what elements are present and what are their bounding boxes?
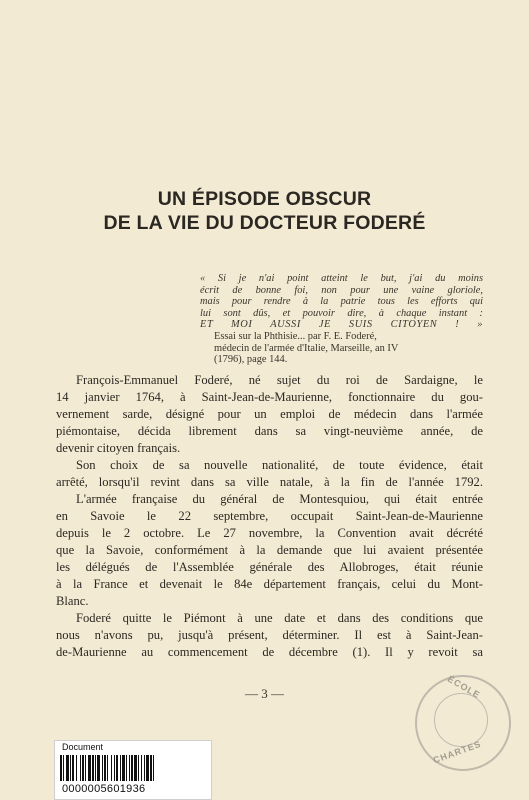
text-line: depuis le 2 octobre. Le 27 novembre, la Convention avait décrété [56, 526, 483, 540]
text-line: 14 janvier 1764, à Saint-Jean-de-Maurienne, fonctionnaire du gou- [56, 390, 483, 404]
epigraph-source-line: médecin de l'armée d'Italie, Marseille, an IV [214, 342, 399, 354]
text-line: piémontaise, décida librement dans sa vingt-neuvième année, de [56, 424, 483, 438]
epigraph-line: lui sont dûs, et pouvoir dire, à chaque instant : [200, 307, 483, 319]
title-line-1: UN ÉPISODE OBSCUR [157, 188, 372, 210]
paragraph [56, 457, 483, 610]
text-line: que la Savoie, conformément à la demande que lui avaient présentée [56, 543, 483, 557]
paragraph [56, 610, 483, 661]
text-line: de-Maurienne au commencement de décembre (1). Il y revoit sa [56, 645, 483, 659]
epigraph-source-line: (1796), page 144. [214, 354, 288, 366]
text-line: à la France et devenait le 84e département français, celui du Mont- [56, 577, 483, 591]
text-line: les délégués de l'Assemblée générale des Allobroges, était réunie [56, 560, 483, 574]
stamp-text-bottom: CHARTES [431, 738, 483, 766]
barcode-caption: Document [62, 742, 104, 752]
stamp-text-top: ÉCOLE [445, 673, 483, 701]
barcode-icon [60, 755, 202, 781]
page-number: — 3 — [245, 686, 284, 701]
library-stamp-inner-ring [434, 693, 488, 747]
epigraph-source-line: Essai sur la Phthisie... par F. E. Foderé, [214, 330, 377, 342]
epigraph-line: écrit de bonne foi, non pour une vaine gloriole, [200, 284, 483, 296]
text-line: Blanc. [56, 594, 89, 608]
text-line: devenir citoyen français. [56, 441, 181, 455]
text-line: Son choix de sa nouvelle nationalité, de toute évidence, était [76, 458, 483, 472]
text-line: Foderé quitte le Piémont à une date et dans des conditions que [76, 611, 483, 625]
paragraph [56, 372, 483, 457]
body-text [56, 372, 483, 661]
epigraph-line: ET MOI AUSSI JE SUIS CITOYEN ! » [200, 319, 483, 331]
text-line: L'armée française du général de Montesquiou, qui était entrée [76, 492, 483, 506]
epigraph-line: « Si je n'ai point atteint le but, j'ai du moins [200, 273, 483, 284]
text-line: arrêté, lorsqu'il revint dans sa ville natale, à la fin de l'année 1792. [56, 475, 483, 489]
text-line: François-Emmanuel Foderé, né sujet du roi de Sardaigne, le [76, 373, 483, 387]
text-line: en Savoie le 22 septembre, occupait Saint-Jean-de-Maurienne [56, 509, 483, 523]
title-line-2: DE LA VIE DU DOCTEUR FODERÉ [103, 212, 426, 234]
epigraph [200, 273, 483, 366]
epigraph-line: mais pour rendre à la patrie tous les efforts qui [200, 296, 483, 308]
barcode-number: 0000005601936 [62, 783, 146, 795]
text-line: nous n'avons pu, jusqu'à présent, déterminer. Il est à Saint-Jean- [56, 628, 483, 642]
text-line: vernement sarde, désigné pour un emploi de médecin dans l'armée [56, 407, 483, 421]
